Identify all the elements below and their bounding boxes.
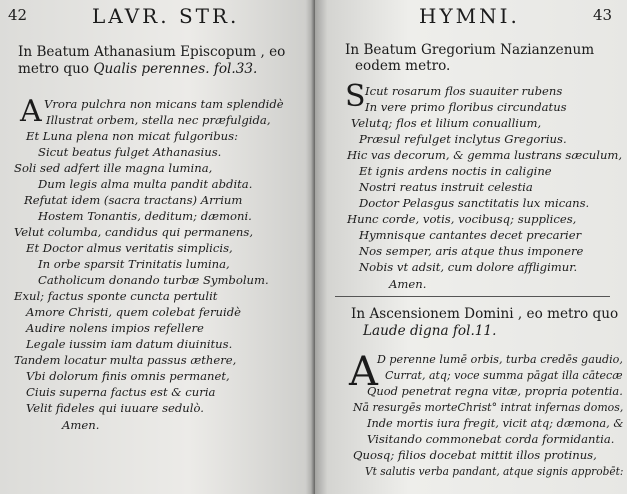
verse-line: Velut columba, candidus qui permanens, xyxy=(14,225,254,239)
verse-line: Dum legis alma multa pandit abdita. xyxy=(38,177,253,191)
verse-line: Visitando commonebat corda formidantia. xyxy=(367,432,615,446)
verse-line: Tandem locatur multa passus æthere, xyxy=(14,353,237,367)
hymn-title-line: Laude digna fol.11. xyxy=(363,323,497,339)
verse-line: In orbe sparsit Trinitatis lumina, xyxy=(38,257,230,271)
section-divider xyxy=(335,296,610,297)
verse-line: Quod penetrat regna vitæ, propria potentia. xyxy=(367,384,623,398)
verse-line: In vere primo floribus circundatus xyxy=(365,100,567,114)
verse-line: Sicut beatus fulget Athanasius. xyxy=(38,145,222,159)
title-text: metro quo xyxy=(18,61,90,77)
verse-line: Icut rosarum flos suauiter rubens xyxy=(365,84,563,98)
verse-line: Hymnisque cantantes decet precarier xyxy=(359,228,582,242)
verse-line: D perenne lumē orbis, turba credēs gaudio, xyxy=(377,352,623,366)
verse-line: Catholicum donando turbæ Symbolum. xyxy=(38,273,269,287)
verse-line: Nā resurgēs morteChrist° intrat infernas domos, xyxy=(353,400,624,414)
verse-line: Amen. xyxy=(389,277,427,291)
verse-line: Exul; factus sponte cuncta pertulit xyxy=(14,289,218,303)
hymn-title-line: In Beatum Gregorium Nazianzenum xyxy=(345,42,595,58)
verse-line: Inde mortis iura fregit, vicit atq; dæmona, & xyxy=(367,416,624,430)
drop-cap: A xyxy=(20,94,42,129)
verse-line: Ciuis superna factus est & curia xyxy=(26,385,216,399)
verse-line: Currat, atq; voce summa pāgat illa cātecæ xyxy=(385,368,623,382)
verse-line: Quosq; filios docebat mittit illos protinus, xyxy=(353,448,597,462)
drop-cap: S xyxy=(345,79,366,114)
running-head: LAVR. STR. xyxy=(92,4,240,28)
hymn-title-line xyxy=(18,61,257,77)
verse-line: Legale iussim iam datum diuinitus. xyxy=(26,337,233,351)
verse-line: Soli sed adfert ille magna lumina, xyxy=(14,161,213,175)
hymn-title-line: In Ascensionem Domini , eo metro quo xyxy=(351,306,619,322)
verse-line: Velit fideles qui iuuare sedulò. xyxy=(26,401,204,415)
verse-line: Et Doctor almus veritatis simplicis, xyxy=(26,241,233,255)
verse-line: Præsul refulget inclytus Gregorius. xyxy=(359,132,567,146)
verse-line: Nostri reatus instruit celestia xyxy=(359,180,533,194)
verse-line: Et ignis ardens noctis in caligine xyxy=(359,164,552,178)
verse-line: Velutq; flos et lilium conuallium, xyxy=(351,116,542,130)
hymn-title-line: In Beatum Athanasium Episcopum , eo xyxy=(18,44,286,60)
page-number: 43 xyxy=(593,6,613,24)
verse-line: Nobis vt adsit, cum dolore affligimur. xyxy=(359,260,578,274)
title-reference: Qualis perennes. fol.33. xyxy=(93,61,258,77)
verse-line: Refutat idem (sacra tractans) Arrium xyxy=(24,193,243,207)
verse-line: Hunc corde, votis, vocibusq; supplices, xyxy=(347,212,577,226)
drop-cap: A xyxy=(349,349,378,395)
verse-line: Audire nolens impios refellere xyxy=(26,321,204,335)
verse-line: Amen. xyxy=(62,418,100,432)
verse-line: Illustrat orbem, stella nec præfulgida, xyxy=(46,113,271,127)
hymn-title-line: eodem metro. xyxy=(355,58,451,74)
verse-line: Hostem Tonantis, deditum; dæmoni. xyxy=(38,209,252,223)
verse-line: Hic vas decorum, & gemma lustrans sæculum, xyxy=(347,148,623,162)
verse-line: Vrora pulchra non micans tam splendidè xyxy=(44,97,284,111)
page-number: 42 xyxy=(8,6,28,24)
verse-line: Vt salutis verba pandant, atque signis approbēt: xyxy=(365,464,624,478)
verse-line: Doctor Pelasgus sanctitatis lux micans. xyxy=(359,196,590,210)
verse-line: Vbi dolorum finis omnis permanet, xyxy=(26,369,230,383)
right-page xyxy=(315,0,627,494)
running-head: HYMNI. xyxy=(419,4,520,28)
verse-line: Et Luna plena non micat fulgoribus: xyxy=(26,129,239,143)
verse-line: Nos semper, aris atque thus imponere xyxy=(359,244,584,258)
verse-line: Amore Christi, quem colebat feruidè xyxy=(26,305,242,319)
